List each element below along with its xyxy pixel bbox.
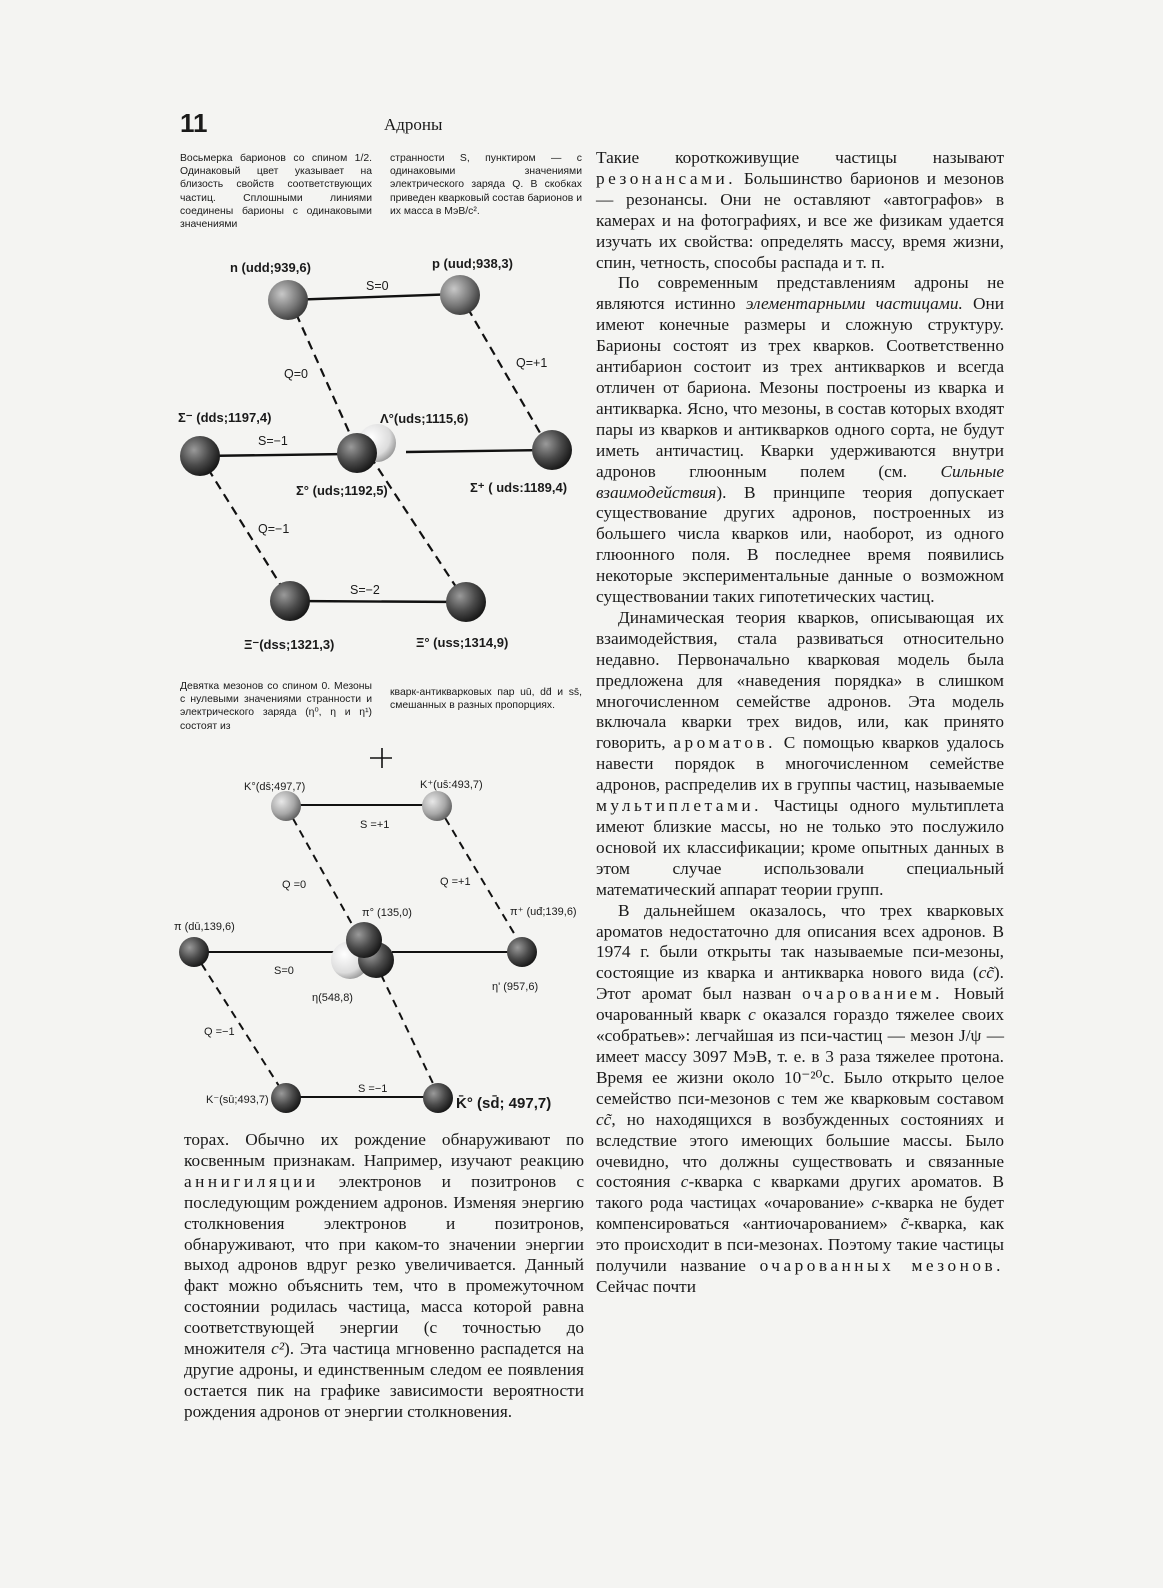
sigma-minus-label: Σ⁻ (dds;1197,4) xyxy=(178,410,272,425)
text-run: Сейчас почти xyxy=(596,1276,696,1296)
meson-caption-right: кварк-антикварковых пар uū, dd̄ и ss̄, смешанных в разных пропорциях. xyxy=(390,687,582,712)
spaced-term: мультиплетами. xyxy=(596,796,762,816)
spaced-term: ароматов. xyxy=(673,733,776,753)
text-run: ). В принципе теория допускает существование других адронов, построенных из большего числа кварков или, наоборот, из одного глюонного поля. В последнее время появились некоторые экспериментальные данные о возможном существовании таких гипотетических частиц. xyxy=(596,482,1004,607)
lambda-label: Λ°(uds;1115,6) xyxy=(380,411,469,426)
text-run: С помощью кварков удалось навести порядок в многочисленном семействе адронов, распределив их в группы частиц, называемые xyxy=(596,733,1004,795)
italic-term: c xyxy=(680,1172,689,1192)
kaon-plus-sphere xyxy=(422,791,452,821)
text-run: оказался гораздо тяжелее своих «собратьев»: легчайшая из пси-частиц — мезон J/ψ — имеет массу 3097 МэВ, т. е. в 3 раза тяжелее протона. Время ее жизни около 10⁻²⁰с. Было открыто целое семейство пси-мезонов с тем же кварковым составом xyxy=(596,1005,1004,1108)
text-run: электронов и позитронов с последующим рождением адронов. Изменяя энергию столкновения электронов и позитронов, обнаруживают, что при каком-то значении энергии выход адронов вдруг резко увеличивается. Данный факт можно объяснить тем, что в промежуточном состоянии родилась частица, масса которой равна соответствующей энергии (с точностью до множителя xyxy=(184,1171,584,1359)
sigma-plus-label: Σ⁺ ( uds:1189,4) xyxy=(470,480,568,495)
italic-term: cc̃ xyxy=(978,963,994,983)
kaon-plus-label: K⁺(us̄:493,7) xyxy=(420,779,483,791)
baryon-caption-right: странности S, пунктиром — с одинаковыми значениями электрического заряда Q. В скобках приведен кварковый состав барионов и их масса в МэВ/с². xyxy=(390,153,582,217)
meson-charge-minus-label: Q =−1 xyxy=(204,1026,235,1038)
text-run: По современным представлениям адроны не являются истинно xyxy=(596,273,1004,314)
running-title: Адроны xyxy=(384,115,443,134)
proton-sphere xyxy=(440,275,480,315)
text-run: Они имеют конечные размеры и сложную структуру. Барионы состоят из трех кварков. Соответственно антибарион состоит из трех антикварков и всегда отличен от бариона. Мезоны построены из кварка и антикварка. Ясно, что мезоны, в состав которых входят пары из кварков и антикварков одного сорта, не будут иметь античастиц. Кварки удерживаются внутри адронов глюонным полем (см. xyxy=(596,294,1004,481)
meson-strangeness-zero-label: S=0 xyxy=(274,965,294,977)
pion-plus-label: π⁺ (uđ;139,6) xyxy=(510,906,577,918)
text-run: торах. Обычно их рождение обнаруживают по косвенным признакам. Например, изучают реакцию xyxy=(184,1130,584,1170)
kaon-minus-sphere xyxy=(271,1083,301,1113)
xi-zero-sphere xyxy=(446,582,486,622)
xi-zero-label: Ξ° (uss;1314,9) xyxy=(416,635,509,650)
meson-caption-left: Девятка мезонов со спином 0. Мезоны с нулевыми значениями странности и электрического заряда (η⁰, η и η¹) состоят из xyxy=(180,681,372,732)
charge-zero-label: Q=0 xyxy=(284,367,308,381)
italic-term: cc̃ xyxy=(596,1109,612,1129)
pion-zero-sphere xyxy=(346,922,382,958)
paragraph xyxy=(596,608,1004,901)
strangeness-zero-label: S=0 xyxy=(366,279,389,293)
baryon-octet-diagram xyxy=(178,256,572,652)
xi-minus-sphere xyxy=(270,581,310,621)
text-run: Большинство барионов и мезонов — резонансы. Они не оставляют «автографов» в камерах и на фотографиях, и все же физикам удается изучать их свойства: определять массу, время жизни, спин, четность, способы распада и т. п. xyxy=(596,168,1004,272)
spaced-term: очарованием. xyxy=(802,984,943,1004)
eta-prime-label: η' (957,6) xyxy=(492,981,539,993)
neutron-label: n (udd;939,6) xyxy=(230,260,311,275)
text-run: -кварка, как это происходит в пси-мезонах. Поэтому такие частицы получили название xyxy=(596,1214,1004,1276)
text-run: Динамическая теория кварков, описывающая их взаимодействия, стала развиваться относительно недавно. Первоначально кварковая модель была предложена для «наведения порядка» в слишком многочисленном семействе адронов. Эта модель включала кварки трех видов, или, как принято говорить, xyxy=(596,607,1004,753)
meson-charge-plus-label: Q =+1 xyxy=(440,876,471,888)
text-run: Новый очарованный кварк xyxy=(596,984,1004,1025)
sigma-minus-sphere xyxy=(180,436,220,476)
charge-minus-one-label: Q=−1 xyxy=(258,522,290,536)
meson-strangeness-plus-label: S =+1 xyxy=(360,819,390,831)
italic-term: c xyxy=(871,1193,880,1213)
pion-zero-label: π° (135,0) xyxy=(362,907,412,919)
meson-nonet-diagram xyxy=(174,748,577,1113)
text-run: -кварка с кварками других ароматов. В такого рода частицах «очарование» xyxy=(596,1172,1004,1213)
left-text-column xyxy=(184,1130,584,1423)
right-text-column xyxy=(596,148,1004,1298)
text-run: ). Этот аромат был назван xyxy=(596,963,1004,1004)
neutron-sphere xyxy=(268,280,308,320)
spaced-term: очарованных мезонов. xyxy=(759,1256,1005,1276)
strangeness-minus-one-label: S=−1 xyxy=(258,434,288,448)
italic-term: c̃ xyxy=(900,1214,909,1234)
xi-minus-label: Ξ⁻(dss;1321,3) xyxy=(244,637,335,652)
eta-label: η(548,8) xyxy=(312,992,353,1004)
paragraph xyxy=(596,148,1004,273)
pion-plus-sphere xyxy=(507,937,537,967)
kaon-zero-label: K°(ds̄;497,7) xyxy=(244,781,306,793)
paragraph xyxy=(596,273,1004,608)
paragraph xyxy=(184,1130,584,1423)
paragraph xyxy=(596,901,1004,1298)
text-run: Частицы одного мультиплета имеют близкие массы, но не только это послужило основой их классификации; кроме опытных данных в этом случае использовали специальный математический аппарат теории групп. xyxy=(596,796,1004,899)
baryon-caption-left: Восьмерка барионов со спином 1/2. Одинаковый цвет указывает на близость свойств соответствующих частиц. Сплошными линиями соединены барионы с одинаковыми значениями xyxy=(180,153,372,231)
text-run: , но находящихся в возбужденных состояниях и вследствие этого имеющих большие массы. Было очевидно, что должны существовать и связанные состояния xyxy=(596,1109,1004,1192)
text-run: В дальнейшем оказалось, что трех кварковых ароматов недостаточно для описания всех адронов. В 1974 г. были открыты так называемые пси-мезоны, состоящие из кварка и антикварка нового вида ( xyxy=(596,900,1004,983)
italic-term: c xyxy=(748,1005,756,1025)
italic-term: элементарными частицами. xyxy=(745,294,963,314)
proton-label: p (uud;938,3) xyxy=(432,256,513,271)
page-number: 11 xyxy=(180,108,208,138)
text-run: ). Эта частица мгновенно распадется на другие адроны, и единственным следом ее появления остается пик на графике зависимости вероятности рождения адронов от энергии столкновения. xyxy=(184,1339,584,1421)
anti-kaon-zero-sphere xyxy=(423,1083,453,1113)
sigma-zero-sphere xyxy=(337,433,377,473)
spaced-term: резонансами. xyxy=(596,168,737,188)
charge-plus-label: Q=+1 xyxy=(516,356,548,370)
text-run: -кварка не будет компенсироваться «антиочарованием» xyxy=(596,1193,1004,1234)
spaced-term: аннигиляции xyxy=(184,1171,319,1191)
anti-kaon-zero-label: K̄° (sd̄; 497,7) xyxy=(456,1095,552,1112)
kaon-minus-label: K⁻(sū;493,7) xyxy=(206,1094,269,1106)
pion-minus-sphere xyxy=(179,937,209,967)
italic-term: c² xyxy=(271,1339,285,1359)
kaon-zero-sphere xyxy=(271,791,301,821)
meson-charge-zero-label: Q =0 xyxy=(282,879,307,891)
sigma-zero-label: Σ° (uds;1192,5) xyxy=(296,483,388,498)
italic-term: Сильные взаимодействия xyxy=(596,461,1004,502)
strangeness-minus-two-label: S=−2 xyxy=(350,583,380,597)
text-run: Такие короткоживущие частицы называют xyxy=(596,148,1004,167)
meson-strangeness-minus-label: S =−1 xyxy=(358,1083,388,1095)
pion-minus-label: π (dū,139,6) xyxy=(174,921,235,933)
sigma-plus-sphere xyxy=(532,430,572,470)
